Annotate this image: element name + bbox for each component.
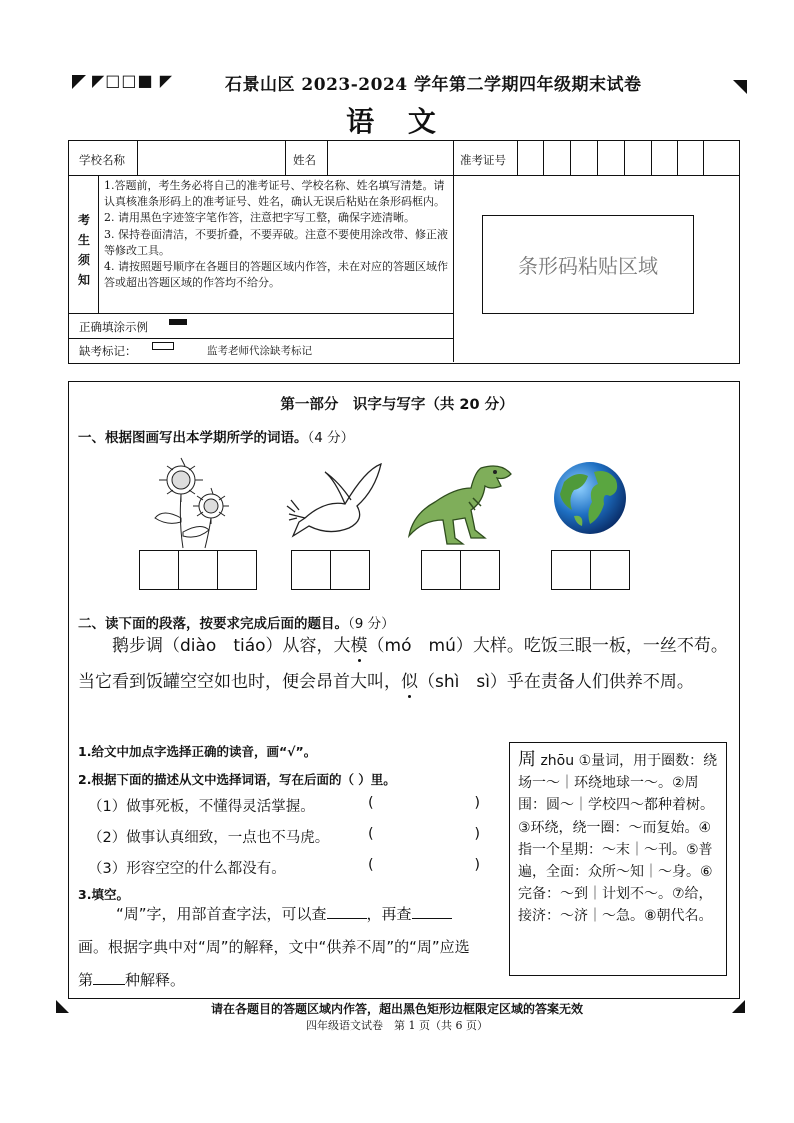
- filled-mark-sample: [169, 319, 187, 325]
- answer-grid-2[interactable]: [292, 550, 370, 590]
- dinosaur-image: [405, 458, 517, 548]
- earth-globe-image: [550, 458, 630, 538]
- name-field[interactable]: [330, 142, 451, 173]
- dotted-char: 模: [350, 636, 368, 656]
- name-label: 姓名: [293, 153, 316, 167]
- reading-paragraph: 鹅步调（diào tiáo）从容，大模（mó mú）大样。吃饭三眼一板，一丝不苟。当它看到饭罐空空如也时，便会昂首大叫，似（shì sì）乎在责备人们供养不周。: [78, 636, 728, 692]
- item-1: （1）做事死板，不懂得灵活掌握。: [88, 799, 315, 815]
- correct-fill-label: 正确填涂示例: [79, 320, 148, 334]
- sub-question-2: 2.根据下面的描述从文中选择词语，写在后面的（ ）里。: [78, 772, 396, 787]
- notice-item: 3. 保持卷面清洁，不要折叠，不要弄破。注意不要使用涂改带、修正液等修改工具。: [104, 227, 448, 257]
- absent-note: 监考老师代涂缺考标记: [207, 345, 312, 357]
- barcode-area: 条形码粘贴区域: [482, 215, 694, 314]
- item-2: （2）做事认真细致，一点也不马虎。: [88, 830, 330, 846]
- header-code-marks: ◤□□■ ◤: [92, 71, 174, 90]
- dictionary-entry: [509, 742, 727, 976]
- notice-item: 4. 请按照题号顺序在各题目的答题区域内作答，未在对应的答题区域作答或超出答题区域的作答均不给分。: [104, 260, 448, 290]
- school-name-field[interactable]: [139, 142, 283, 173]
- sunflower-image: [143, 452, 243, 550]
- question-1: 一、根据图画写出本学期所学的词语。（4 分）: [78, 430, 355, 446]
- answer-grid-1[interactable]: [140, 550, 257, 590]
- item-3: （3）形容空空的什么都没有。: [88, 861, 286, 877]
- fill-in-blank: “周”字，用部首查字法，可以查 ，再查画。根据字典中对“周”的解释，文中“供养不周”的“周”应选第 种解释。: [78, 905, 470, 989]
- dict-definitions: ①量词，用于圈数：绕场一～｜环绕地球一～。②周围：圆～｜学校四～都种着树。③环绕，绕一圈：～而复始。④指一个星期：～末｜～刊。⑤普遍，全面：众所～知｜～身。⑥完备：～到｜计划不～。⑦给，接济：～济｜～急。⑧朝代名。: [518, 753, 718, 925]
- absent-mark-box[interactable]: [152, 342, 174, 350]
- dict-headword: 周: [518, 749, 536, 770]
- notice-item: 1.答题前，考生务必将自己的准考证号、学校名称、姓名填写清楚。请认真核准条形码上的准考证号、姓名，确认无误后粘贴在条形码框内。: [104, 179, 445, 209]
- footer-warning: 请在各题目的答题区域内作答，超出黑色矩形边框限定区域的答案无效: [210, 1002, 583, 1016]
- dove-image: [285, 460, 385, 545]
- part-title: 第一部分 识字与写字（共 20 分）: [280, 397, 514, 413]
- notice-item: 2. 请用黑色字迹签字笔作答，注意把字写工整，确保字迹清晰。: [104, 211, 415, 225]
- blank-meaning[interactable]: [93, 970, 125, 985]
- absent-label: 缺考标记：: [79, 344, 137, 358]
- school-name-label: 学校名称: [79, 153, 125, 167]
- sub-question-1: 1.给文中加点字选择正确的读音，画“√”。: [78, 744, 317, 759]
- dotted-char: 似: [401, 672, 418, 692]
- answer-grid-4[interactable]: [552, 550, 630, 590]
- notice-list: [104, 178, 450, 291]
- exam-title: 石景山区 2023-2024 学年第二学期四年级期末试卷: [225, 75, 642, 95]
- dict-pinyin: zhōu: [540, 753, 575, 769]
- blank-strokes[interactable]: [412, 904, 452, 919]
- corner-mark-top-right: [733, 80, 747, 94]
- page-number: 四年级语文试卷 第 1 页（共 6 页）: [306, 1019, 488, 1032]
- exam-id-label: 准考证号: [460, 153, 506, 167]
- answer-grid-3[interactable]: [422, 550, 500, 590]
- sub-question-3: 3.填空。: [78, 887, 129, 902]
- corner-mark-top-left: [72, 75, 86, 89]
- info-row-divider: [68, 175, 739, 176]
- blank-radical[interactable]: [327, 904, 367, 919]
- question-2: 二、读下面的段落，按要求完成后面的题目。（9 分）: [78, 616, 395, 632]
- notice-label: 考生须知: [78, 213, 91, 287]
- subject-title: 语 文: [346, 105, 448, 138]
